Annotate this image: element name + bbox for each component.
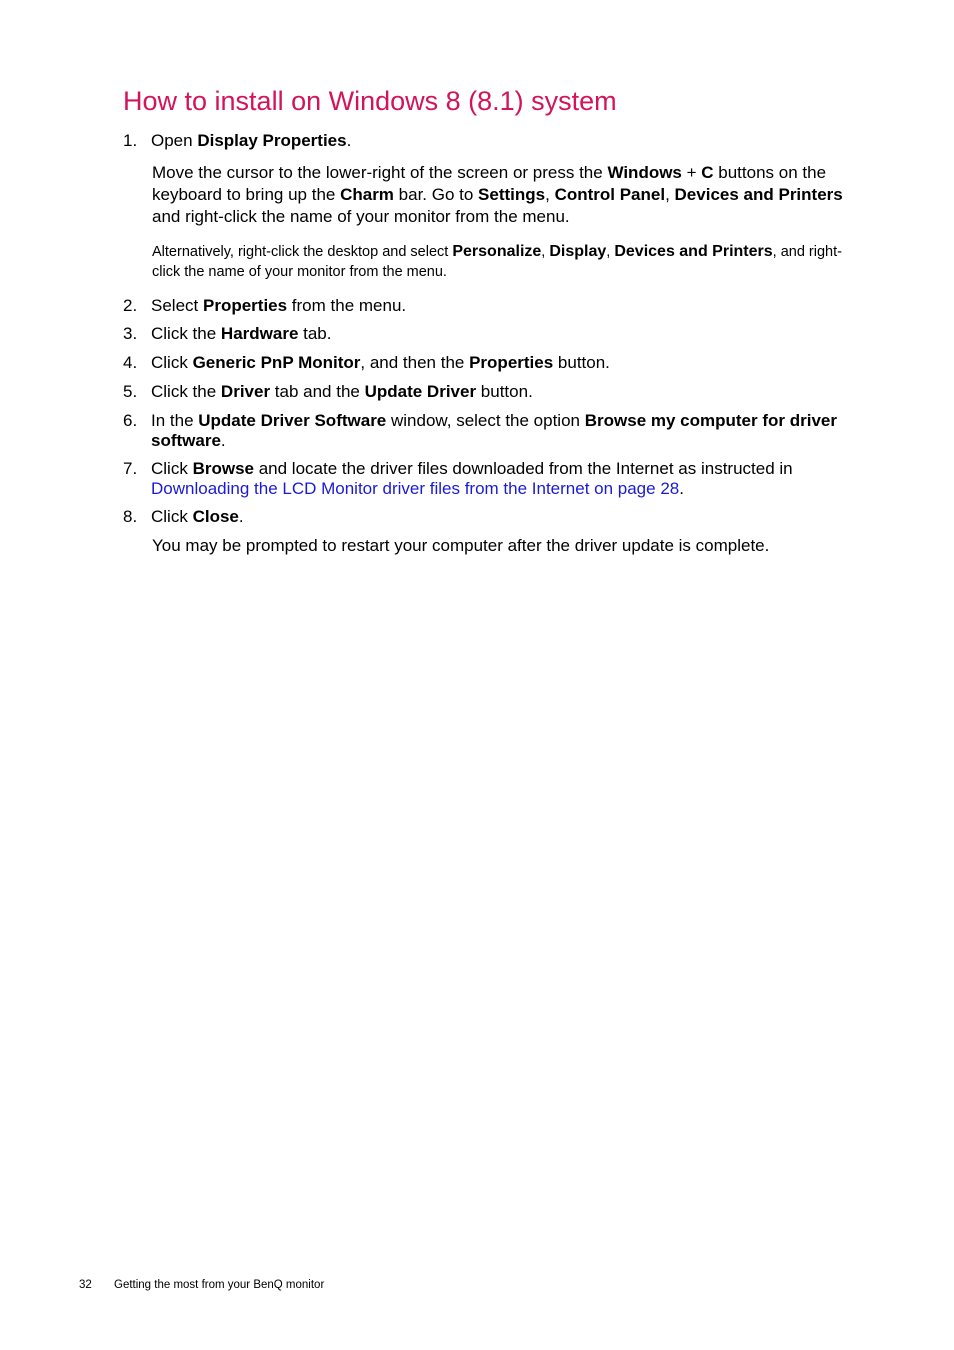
step-3 [123,324,863,344]
step-number: 1. [123,131,138,150]
step-text: Click the Driver tab and the Update Driver button. [151,382,533,401]
step-text: Click Close. [151,507,244,526]
step-5 [123,382,863,402]
page-title: How to install on Windows 8 (8.1) system [123,86,617,116]
step-number: 7. [123,459,138,478]
step-text: Click the Hardware tab. [151,324,332,343]
step-text: Select Properties from the menu. [151,296,407,315]
step-number: 6. [123,411,138,430]
step-8-detail: You may be prompted to restart your computer after the driver update is complete. [152,536,770,555]
step-number: 2. [123,296,138,315]
step-4 [123,353,863,373]
driver-download-link[interactable]: Downloading the LCD Monitor driver files from the Internet on page 28 [151,479,680,498]
footer-page-number: 32 [79,1279,92,1291]
step-text: In the Update Driver Software window, select the option Browse my computer for driver software. [151,411,837,450]
step-7 [123,459,863,499]
step-text: Open Display Properties. [151,131,352,150]
step-number: 5. [123,382,138,401]
step-text: Click Browse and locate the driver files downloaded from the Internet as instructed in Downloading the LCD Monitor driver files from the Internet on page 28. [151,459,793,498]
step-8 [123,507,863,527]
step-text: Click Generic PnP Monitor, and then the Properties button. [151,353,610,372]
footer-section-title: Getting the most from your BenQ monitor [114,1279,325,1291]
step-1-note: Alternatively, right-click the desktop and select Personalize, Display, Devices and Printers, and right-click the name of your monitor from the menu. [152,243,842,280]
step-number: 3. [123,324,138,343]
step-number: 8. [123,507,138,526]
step-2 [123,296,863,316]
step-6 [123,411,863,451]
step-number: 4. [123,353,138,372]
step-1-detail: Move the cursor to the lower-right of the screen or press the Windows + C buttons on the keyboard to bring up the Charm bar. Go to Settings, Control Panel, Devices and Printers and right-click the name of your monitor from the menu. [152,163,843,226]
step-1 [123,131,863,151]
